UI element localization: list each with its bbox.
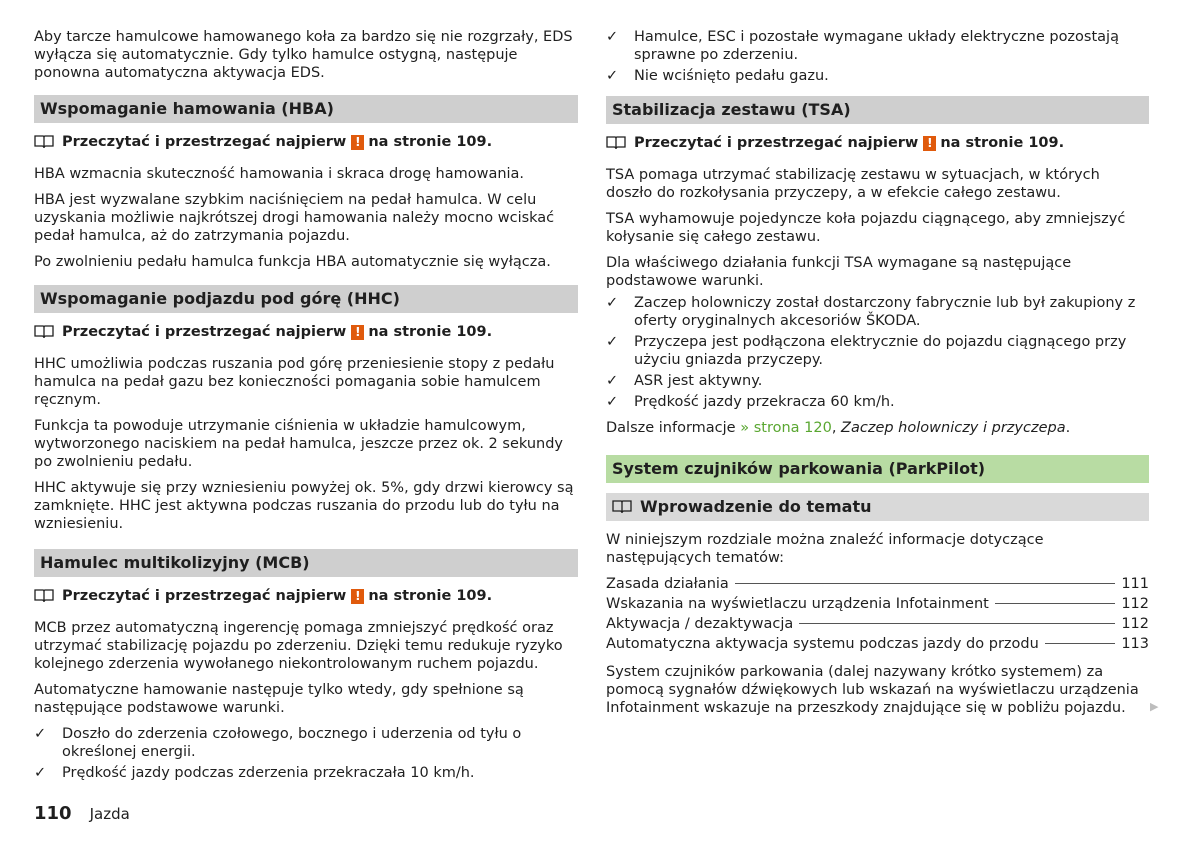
- section-header-hba: Wspomaganie hamowania (HBA): [34, 95, 578, 123]
- check-icon: ✓: [606, 68, 619, 84]
- section-header-mcb: Hamulec multikolizyjny (MCB): [34, 549, 578, 577]
- tsa-paragraph-1: TSA pomaga utrzymać stabilizację zestawu w sytuacjach, w których doszło do rozkołysania przyczepy, a w efekcie całego zestawu.: [606, 167, 1100, 201]
- toc-entry[interactable]: Wskazania na wyświetlaczu urządzenia Infotainment 112: [606, 596, 1149, 612]
- reference-line-hba: [34, 133, 578, 151]
- reference-text: Przeczytać i przestrzegać najpierw: [634, 135, 919, 151]
- toc-entry[interactable]: Aktywacja / dezaktywacja 112: [606, 616, 1149, 632]
- warning-icon: !: [351, 589, 364, 604]
- chapter-header-parkpilot: System czujników parkowania (ParkPilot): [606, 455, 1149, 483]
- reference-page-link[interactable]: na stronie 109.: [368, 134, 493, 150]
- section-name: Jazda: [89, 805, 130, 823]
- tsa-condition-list: [606, 294, 1149, 411]
- check-icon: ✓: [606, 295, 619, 311]
- check-icon: ✓: [606, 334, 619, 350]
- leader-line: [1045, 643, 1116, 644]
- warning-icon: !: [351, 135, 364, 150]
- mcb-condition-list: [34, 725, 578, 782]
- toc-entry[interactable]: Zasada działania 111: [606, 576, 1149, 592]
- list-item: ✓ Hamulce, ESC i pozostałe wymagane układy elektryczne pozostają sprawne po zderzeniu.: [606, 29, 1119, 63]
- warning-icon: !: [923, 136, 936, 151]
- list-item: ✓ Prędkość jazdy przekracza 60 km/h.: [606, 394, 895, 410]
- hba-paragraph-3: Po zwolnieniu pedału hamulca funkcja HBA automatycznie się wyłącza.: [34, 254, 551, 270]
- further-info-line: Dalsze informacje » strona 120, Zaczep holowniczy i przyczepa.: [606, 420, 1071, 436]
- section-header-hhc: Wspomaganie podjazdu pod górę (HHC): [34, 285, 578, 313]
- hba-paragraph-2: HBA jest wyzwalane szybkim naciśnięciem na pedał hamulca. W celu uzyskania możliwie najkrótszej drogi hamowania należy mocno wciskać pedał hamulca, aż do zatrzymania pojazdu.: [34, 192, 555, 244]
- hhc-paragraph-3: HHC aktywuje się przy wzniesieniu powyżej ok. 5%, gdy drzwi kierowcy są zamknięte. HHC jest aktywna podczas ruszania do przodu lub do tyłu na wzniesieniu.: [34, 480, 574, 532]
- section-header-tsa: Stabilizacja zestawu (TSA): [606, 96, 1149, 124]
- leader-line: [735, 583, 1116, 584]
- list-item: ✓ Doszło do zderzenia czołowego, bocznego i uderzenia od tyłu o określonej energii.: [34, 726, 522, 760]
- list-item: ✓ Prędkość jazdy podczas zderzenia przekraczała 10 km/h.: [34, 765, 475, 781]
- section-title: Wprowadzenie do tematu: [640, 497, 872, 516]
- reference-page-link[interactable]: na stronie 109.: [368, 324, 493, 340]
- warning-icon: !: [351, 325, 364, 340]
- leader-line: [995, 603, 1115, 604]
- reference-line-mcb: [34, 587, 578, 605]
- reference-page-link[interactable]: na stronie 109.: [940, 135, 1065, 151]
- hba-paragraph-1: HBA wzmacnia skuteczność hamowania i skraca drogę hamowania.: [34, 166, 525, 182]
- list-item: ✓ Nie wciśnięto pedału gazu.: [606, 68, 829, 84]
- mcb-condition-list-continued: [606, 28, 1149, 85]
- left-column: [34, 28, 578, 790]
- reference-page-link[interactable]: na stronie 109.: [368, 588, 493, 604]
- leader-line: [799, 623, 1115, 624]
- park-paragraph-1: W niniejszym rozdziale można znaleźć informacje dotyczące następujących tematów:: [606, 532, 1044, 566]
- reference-line-tsa: [606, 134, 1149, 152]
- section-header-intro: [606, 493, 1149, 521]
- reference-title: Zaczep holowniczy i przyczepa: [841, 420, 1066, 436]
- reference-text: Przeczytać i przestrzegać najpierw: [62, 588, 347, 604]
- book-icon: [34, 135, 54, 149]
- book-icon: [34, 589, 54, 603]
- mcb-paragraph-1: MCB przez automatyczną ingerencję pomaga zmniejszyć prędkość oraz utrzymać stabilizację pojazdu po zderzeniu. Dzięki temu redukuje ryzyko kolejnego zderzenia wywołanego niekontrolowanym ruchem pojazdu.: [34, 620, 563, 672]
- park-paragraph-2: System czujników parkowania (dalej nazywany krótko systemem) za pomocą sygnałów dźwiękowych lub wskazań na wyświetlaczu urządzenia Infotainment wskazuje na przeszkody znajdujące się w pobliżu pojazdu.: [606, 664, 1139, 716]
- reference-text: Przeczytać i przestrzegać najpierw: [62, 324, 347, 340]
- list-item: ✓ Zaczep holowniczy został dostarczony fabrycznie lub był zakupiony z oferty oryginalnych akcesoriów ŠKODA.: [606, 295, 1136, 329]
- book-icon: [34, 325, 54, 339]
- list-item: ✓ Przyczepa jest podłączona elektrycznie do pojazdu ciągnącego przy użyciu gniazda przyczepy.: [606, 334, 1127, 368]
- check-icon: ✓: [34, 726, 47, 742]
- check-icon: ✓: [606, 373, 619, 389]
- right-column: [606, 28, 1149, 725]
- book-icon: [612, 500, 632, 514]
- tsa-paragraph-3: Dla właściwego działania funkcji TSA wymagane są następujące podstawowe warunki.: [606, 255, 1072, 289]
- intro-paragraph: Aby tarcze hamulcowe hamowanego koła za bardzo się nie rozgrzały, EDS wyłącza się automatycznie. Gdy tylko hamulce ostygną, następuje ponowna automatyczna aktywacja EDS.: [34, 29, 573, 81]
- list-item: ✓ ASR jest aktywny.: [606, 373, 763, 389]
- next-page-arrow-icon: ▶: [1150, 700, 1159, 713]
- check-icon: ✓: [34, 765, 47, 781]
- table-of-contents: [606, 575, 1149, 655]
- check-icon: ✓: [606, 29, 619, 45]
- reference-text: Przeczytać i przestrzegać najpierw: [62, 134, 347, 150]
- page-footer: [34, 803, 130, 824]
- page-link[interactable]: » strona 120: [740, 420, 832, 436]
- toc-entry[interactable]: Automatyczna aktywacja systemu podczas jazdy do przodu 113: [606, 636, 1149, 652]
- hhc-paragraph-1: HHC umożliwia podczas ruszania pod górę przeniesienie stopy z pedału hamulca na pedał gazu bez konieczności pomagania sobie hamulcem ręcznym.: [34, 356, 555, 408]
- check-icon: ✓: [606, 394, 619, 410]
- page-number: 110: [34, 803, 72, 824]
- reference-line-hhc: [34, 323, 578, 341]
- mcb-paragraph-2: Automatyczne hamowanie następuje tylko wtedy, gdy spełnione są następujące podstawowe warunki.: [34, 682, 524, 716]
- tsa-paragraph-2: TSA wyhamowuje pojedyncze koła pojazdu ciągnącego, aby zmniejszyć kołysanie się całego zestawu.: [606, 211, 1126, 245]
- book-icon: [606, 136, 626, 150]
- hhc-paragraph-2: Funkcja ta powoduje utrzymanie ciśnienia w układzie hamulcowym, wytworzonego naciskiem na pedał hamulca, jeszcze przez ok. 2 sekundy po zwolnieniu pedału.: [34, 418, 563, 470]
